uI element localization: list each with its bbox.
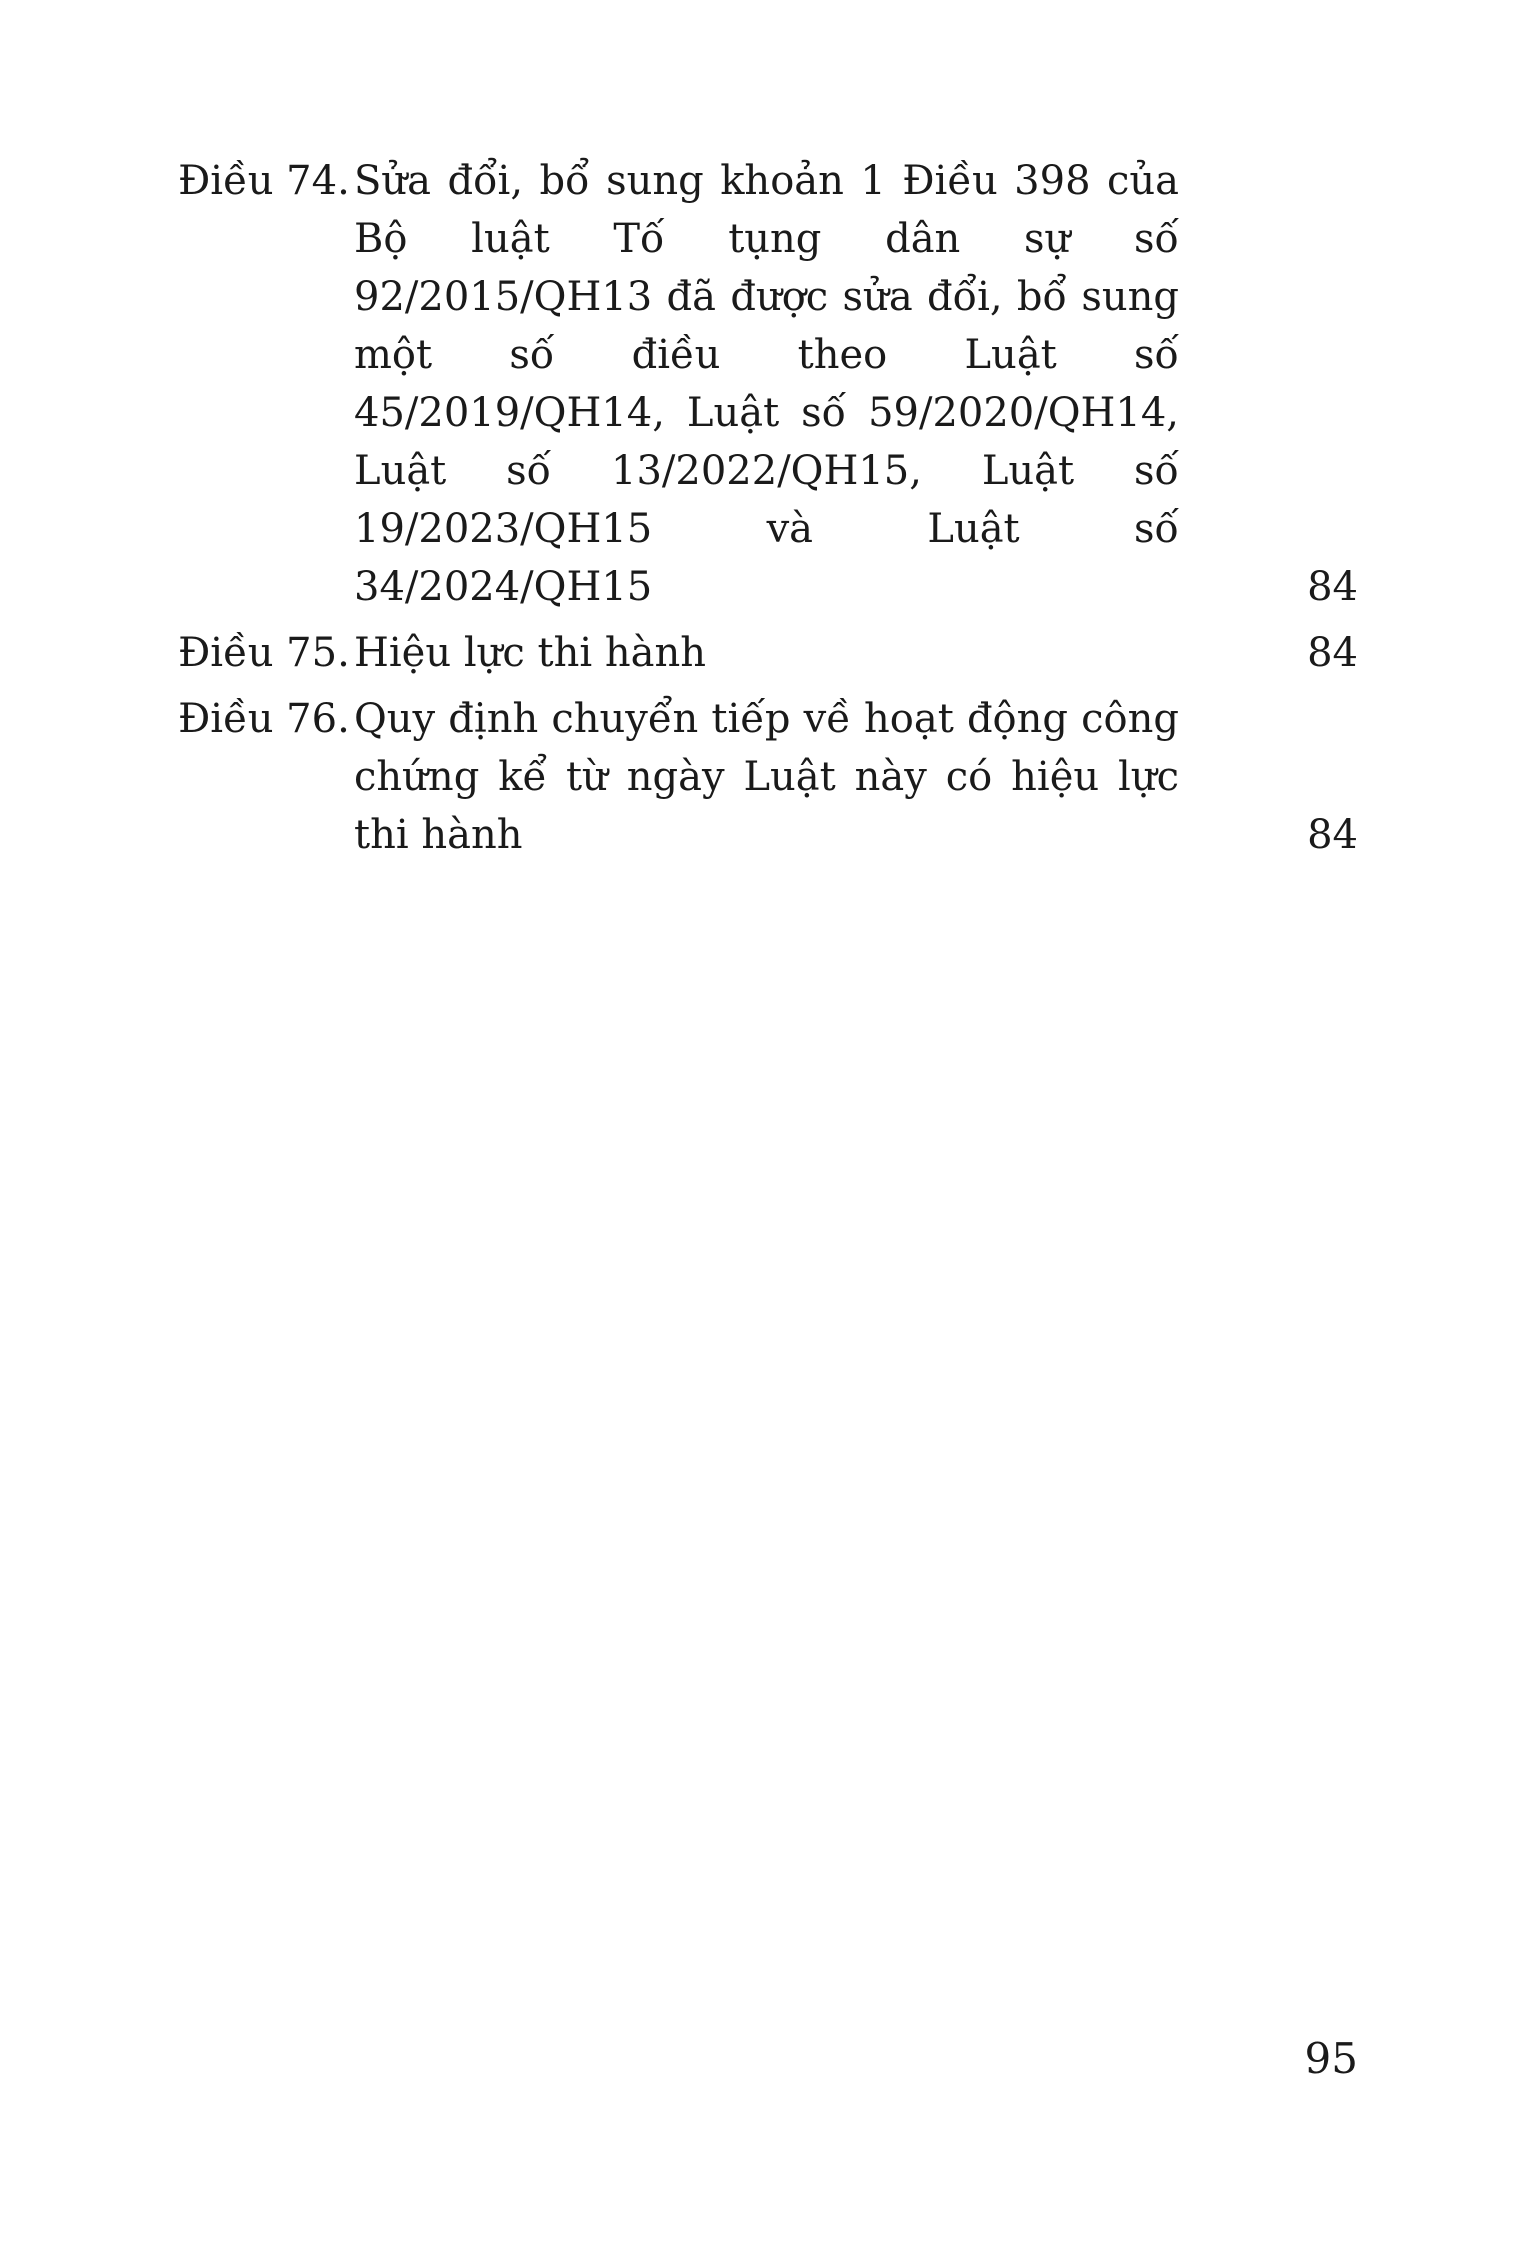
toc-entry-title: Hiệu lực thi hành: [354, 630, 706, 676]
toc-entry-title: Quy định chuyển tiếp về hoạt động công chứng kể từ ngày Luật này có hiệu lực thi hành: [354, 696, 1179, 858]
page-number: 95: [1304, 2034, 1358, 2083]
toc-entry-dieu-76: [178, 690, 1358, 864]
toc-entry-label: Điều 74.: [178, 158, 350, 204]
toc-entry-dieu-75: [178, 624, 1358, 682]
toc-entry-label: Điều 75.: [178, 630, 350, 676]
toc-entry-label: Điều 76.: [178, 696, 350, 742]
toc-entry-page: 84: [1307, 564, 1358, 610]
toc-entry-page: 84: [1307, 630, 1358, 676]
toc-entry-dieu-74: [178, 152, 1358, 616]
table-of-contents: [178, 152, 1358, 872]
toc-entry-page: 84: [1307, 812, 1358, 858]
toc-entry-title: Sửa đổi, bổ sung khoản 1 Điều 398 của Bộ luật Tố tụng dân sự số 92/2015/QH13 đã được sửa đổi, bổ sung một số điều theo Luật số 45/2019/QH14, Luật số 59/2020/QH14, Luật số 13/2022/QH15, Luật số 19/2023/QH15 và Luật số 34/2024/QH15: [354, 158, 1179, 610]
